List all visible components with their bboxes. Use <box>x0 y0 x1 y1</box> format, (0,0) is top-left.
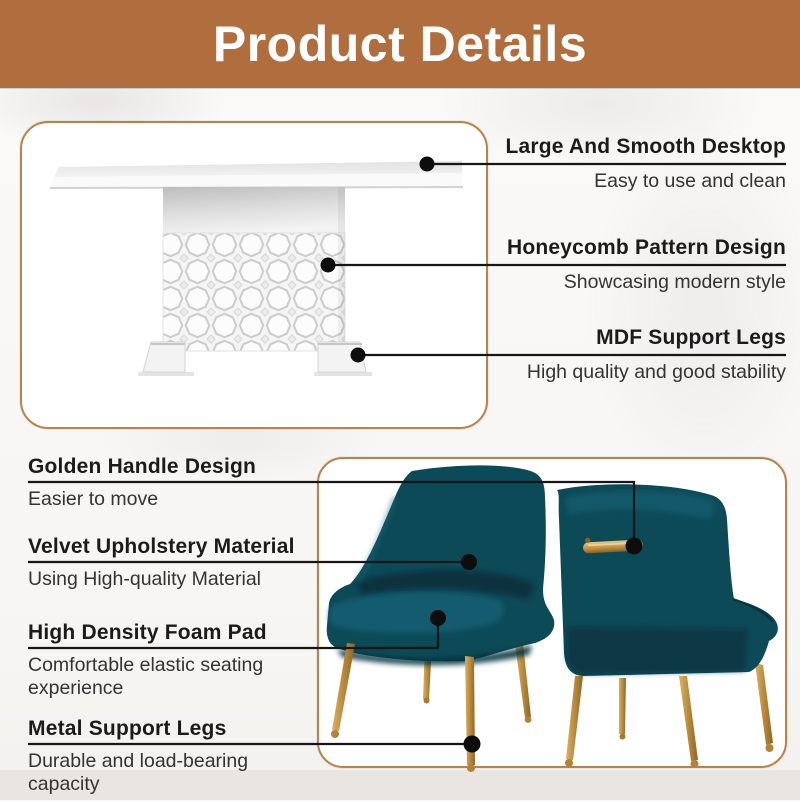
annotation-title: Metal Support Legs <box>28 717 227 740</box>
annotation-title: Velvet Upholstery Material <box>28 535 295 558</box>
annotation-subtitle: Using High-quality Material <box>28 568 262 590</box>
chair-left <box>327 465 555 772</box>
annotation-metal-legs <box>28 716 288 796</box>
annotation-title: Golden Handle Design <box>28 455 257 478</box>
annotation-title: MDF Support Legs <box>596 326 786 349</box>
table-foot-right <box>318 342 366 372</box>
annotation-velvet <box>28 534 295 591</box>
annotation-honeycomb <box>507 235 786 294</box>
honeycomb-pattern <box>163 233 345 351</box>
annotation-subtitle: Easier to move <box>28 488 159 510</box>
annotation-subtitle: Showcasing modern style <box>563 271 786 293</box>
annotation-foam-pad <box>28 620 310 700</box>
chair-right-far-legs <box>619 663 774 752</box>
annotation-subtitle: Comfortable elastic seating experience <box>28 654 264 699</box>
annotation-subtitle: Easy to use and clean <box>594 170 786 192</box>
table-illustration <box>22 123 482 423</box>
table-foot-left <box>143 342 185 372</box>
chairs-illustration <box>317 457 787 802</box>
table-pedestal <box>163 187 345 351</box>
chair-right <box>557 484 778 768</box>
annotation-golden-handle <box>28 454 256 511</box>
annotation-subtitle: Durable and load-bearing capacity <box>28 750 249 795</box>
chair-right-near-legs <box>565 676 699 768</box>
table-desktop <box>50 161 463 188</box>
annotation-title: High Density Foam Pad <box>28 621 267 644</box>
annotation-mdf-legs <box>527 325 786 384</box>
page-title: Product Details <box>212 16 588 72</box>
header-banner <box>0 0 800 88</box>
annotation-subtitle: High quality and good stability <box>526 361 786 383</box>
annotation-desktop <box>505 134 786 193</box>
annotation-title: Large And Smooth Desktop <box>505 135 786 158</box>
annotation-title: Honeycomb Pattern Design <box>506 236 786 259</box>
